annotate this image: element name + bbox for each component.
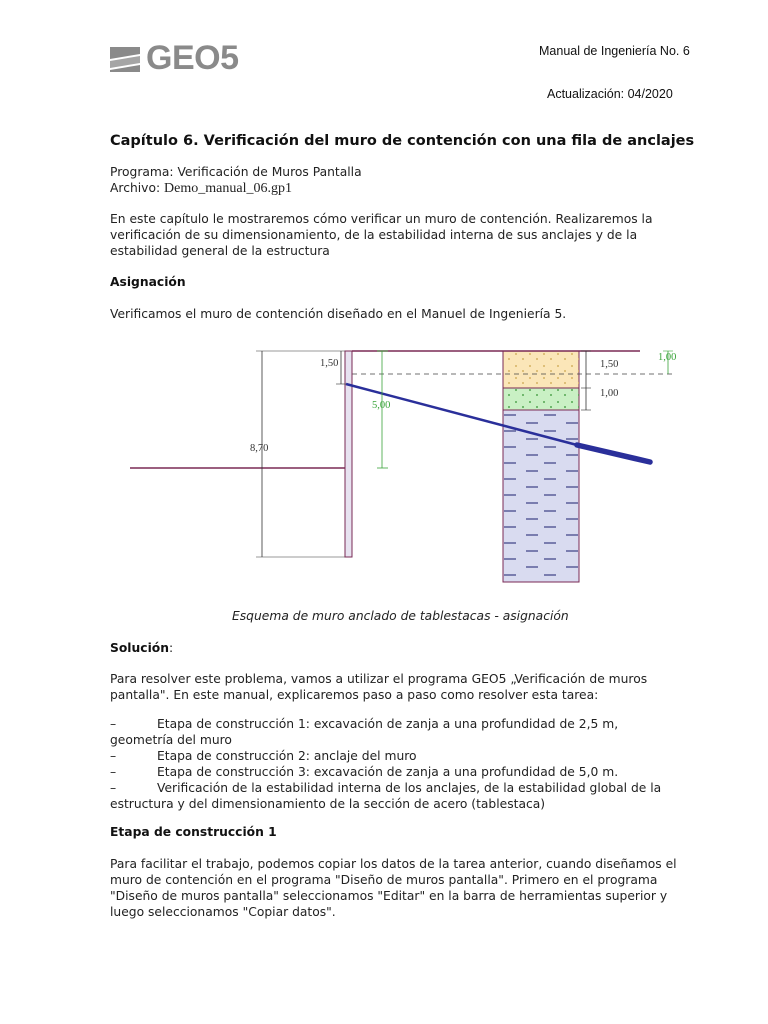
list-item: – Verificación de la estabilidad interna de los anclajes, de la estabilidad global de la [110, 781, 662, 795]
list-dash: – [110, 765, 117, 779]
solution-line: pantalla". En este manual, explicaremos paso a paso como resolver esta tarea: [110, 688, 599, 702]
dim-label: 1,00 [600, 388, 619, 399]
dim-label: 1,50 [600, 359, 619, 370]
retaining-wall-diagram [120, 338, 690, 588]
file-name: Demo_manual_06.gp1 [164, 181, 292, 196]
list-dash: – [110, 781, 117, 795]
solution-line: Para resolver este problema, vamos a utilizar el programa GEO5 „Verificación de muros [110, 672, 648, 686]
dimension-anchor-depth [320, 351, 346, 384]
list-item: – Etapa de construcción 2: anclaje del muro [110, 749, 417, 763]
dim-label: 1,50 [320, 358, 339, 369]
list-item-continuation: geometría del muro [110, 733, 232, 747]
figure-caption: Esquema de muro anclado de tablestacas - asignación [232, 609, 569, 623]
manual-number: Manual de Ingeniería No. 6 [539, 44, 690, 58]
dimension-total-depth [250, 351, 345, 557]
sheet-pile-wall [345, 351, 352, 557]
file-line [110, 180, 292, 197]
chapter-title: Capítulo 6. Verificación del muro de contención con una fila de anclajes [110, 133, 695, 149]
list-item: – Etapa de construcción 1: excavación de zanja a una profundidad de 2,5 m, [110, 717, 619, 731]
assignment-heading: Asignación [110, 275, 186, 289]
list-dash: – [110, 717, 117, 731]
stage1-line: Para facilitar el trabajo, podemos copiar los datos de la tarea anterior, cuando diseñamos el [110, 857, 677, 871]
soil-profile [503, 351, 579, 582]
dim-label: 1,00 [658, 352, 677, 363]
file-label: Archivo: [110, 181, 165, 195]
intro-line: En este capítulo le mostraremos cómo verificar un muro de contención. Realizaremos la [110, 212, 653, 226]
stage1-paragraph [110, 856, 677, 920]
geo5-logo [110, 40, 238, 76]
list-item: – Etapa de construcción 3: excavación de zanja a una profundidad de 5,0 m. [110, 765, 619, 779]
logo-text: GEO5 [146, 39, 239, 77]
dimension-excavation-depth [372, 351, 390, 468]
dimension-water-level [658, 351, 676, 374]
list-item-continuation: estructura y del dimensionamiento de la sección de acero (tablestaca) [110, 797, 546, 811]
intro-paragraph [110, 211, 653, 259]
stage1-line: muro de contención en el programa "Diseño de muros pantalla". Primero en el programa [110, 873, 658, 887]
intro-line: verificación de su dimensionamiento, de la estabilidad interna de sus anclajes y de la [110, 228, 638, 242]
program-label: Programa: Verificación de Muros Pantalla [110, 165, 362, 179]
list-dash: – [110, 749, 117, 763]
update-date: Actualización: 04/2020 [547, 87, 673, 101]
intro-line: estabilidad general de la estructura [110, 244, 330, 258]
assignment-text: Verificamos el muro de contención diseñado en el Manuel de Ingeniería 5. [110, 307, 567, 321]
geo5-logo-icon [110, 43, 140, 73]
dim-label: 8,70 [250, 443, 269, 454]
stage1-line: "Diseño de muros pantalla" seleccionamos "Editar" en la barra de herramientas superior y [110, 889, 668, 903]
stage1-heading: Etapa de construcción 1 [110, 825, 277, 839]
dim-label: 5,00 [372, 400, 391, 411]
dimension-layers [581, 351, 618, 410]
solution-heading-line [110, 640, 173, 656]
solution-heading: Solución [110, 641, 169, 655]
stage1-line: luego seleccionamos "Copiar datos". [110, 905, 336, 919]
solution-paragraph [110, 671, 647, 703]
steps-list [110, 716, 700, 812]
solution-colon: : [168, 641, 174, 655]
